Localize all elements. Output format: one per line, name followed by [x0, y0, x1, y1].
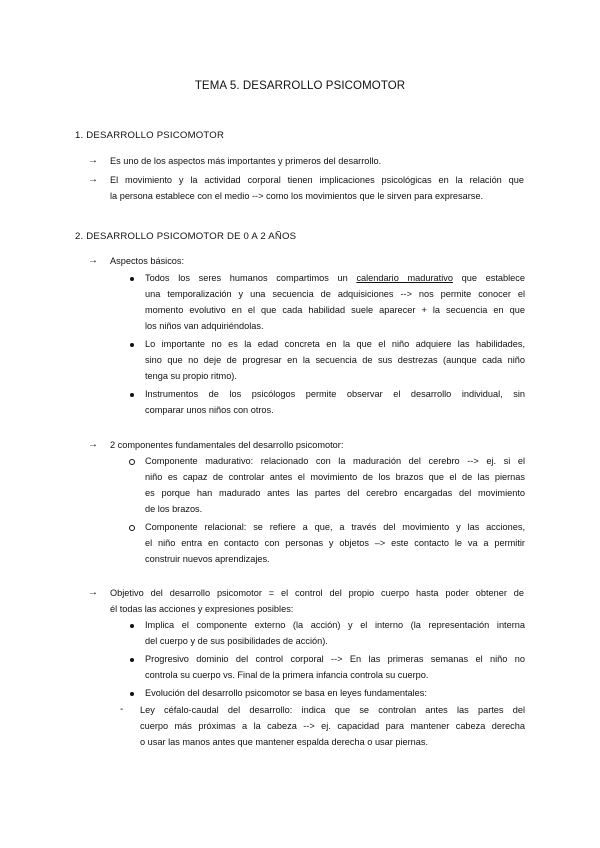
aspectos-bullet-1-line-2: una temporalización y una secuencia de adquisiciones --> nos permite conocer el	[145, 289, 525, 299]
arrow-icon: →	[88, 155, 98, 166]
ley-cefalo-caudal-line-1: Ley céfalo-caudal del desarrollo: indica que se controlan antes las partes del	[140, 705, 525, 715]
aspectos-bullet-1-line-1: Todos los seres humanos compartimos un calendario madurativo que establece	[145, 273, 525, 283]
bullet-icon	[130, 692, 134, 696]
arrow-icon: →	[88, 587, 98, 598]
aspectos-bullet-1-line-4: los niños van adquiriéndolas.	[145, 321, 264, 331]
arrow-icon: →	[88, 255, 98, 266]
objetivo-bullet-1-line-2: del cuerpo y de sus posibilidades de acción).	[145, 636, 328, 646]
circle-bullet-icon	[129, 459, 135, 465]
calendario-madurativo-term: calendario madurativo	[356, 273, 453, 283]
objetivo-bullet-2-line-1: Progresivo dominio del control corporal --> En las primeras semanas el niño no	[145, 654, 525, 664]
circle-bullet-icon	[129, 525, 135, 531]
bullet-icon	[130, 277, 134, 281]
objetivo-line-1: Objetivo del desarrollo psicomotor = el control del propio cuerpo hasta poder obtener de	[110, 588, 524, 598]
aspectos-bullet-1-line-3: momento evolutivo en el que cada habilidad suele aparecer + la secuencia en que	[145, 305, 525, 315]
componente-1-line-3: es porque han madurado antes las partes del cerebro encargadas del movimiento	[145, 488, 525, 498]
ley-cefalo-caudal-line-3: o usar las manos antes que mantener espalda derecha o usar piernas.	[140, 737, 429, 747]
section-1-item-1: Es uno de los aspectos más importantes y primeros del desarrollo.	[110, 156, 382, 166]
aspectos-bullet-2-line-1: Lo importante no es la edad concreta en la que el niño adquiere las habilidades,	[145, 339, 525, 349]
aspectos-bullet-3-line-1: Instrumentos de los psicólogos permite observar el desarrollo individual, sin	[145, 389, 525, 399]
componente-2-line-1: Componente relacional: se refiere a que, a través del movimiento y las acciones,	[145, 522, 525, 532]
section-1-heading: 1. DESARROLLO PSICOMOTOR	[75, 130, 225, 141]
objetivo-bullet-1-line-1: Implica el componente externo (la acción) y el interno (la representación interna	[145, 620, 525, 630]
aspectos-label: Aspectos básicos:	[110, 256, 185, 266]
arrow-icon: →	[88, 174, 98, 185]
ley-cefalo-caudal-line-2: cuerpo más próximas a la cabeza --> ej. capacidad para mantener cabeza derecha	[140, 721, 525, 731]
section-1-item-2-line-2: la persona establece con el medio --> como los movimientos que le sirven para expresarse.	[110, 191, 484, 201]
componentes-label: 2 componentes fundamentales del desarrollo psicomotor:	[110, 440, 344, 450]
objetivo-line-2: él todas las acciones y expresiones posibles:	[110, 604, 294, 614]
objetivo-bullet-2-line-2: controla su cuerpo vs. Final de la primera infancia controla su cuerpo.	[145, 670, 429, 680]
bullet-icon	[130, 658, 134, 662]
componente-1-line-1: Componente madurativo: relacionado con la maduración del cerebro --> ej. si el	[145, 456, 525, 466]
bullet-icon	[130, 343, 134, 347]
componente-2-line-2: el niño entra en contacto con personas y objetos –> este contacto le va a permitir	[145, 538, 525, 548]
aspectos-bullet-2-line-3: tenga su propio ritmo).	[145, 371, 237, 381]
aspectos-bullet-3-line-2: comparar unos niños con otros.	[145, 405, 274, 415]
componente-1-line-4: de los brazos.	[145, 504, 203, 514]
page-title: TEMA 5. DESARROLLO PSICOMOTOR	[194, 80, 406, 92]
aspectos-bullet-2-line-2: sino que no deje de progresar en la secuencia de sus destrezas (aunque cada niño	[145, 355, 525, 365]
section-1-item-2-line-1: El movimiento y la actividad corporal tienen implicaciones psicológicas en la relación que	[110, 175, 524, 185]
objetivo-bullet-3-line-1: Evolución del desarrollo psicomotor se basa en leyes fundamentales:	[145, 688, 427, 698]
componente-1-line-2: niño es capaz de controlar antes el movimiento de los brazos que el de las piernas	[145, 472, 525, 482]
bullet-icon	[130, 393, 134, 397]
arrow-icon: →	[88, 439, 98, 450]
componente-2-line-3: construir nuevos aprendizajes.	[145, 554, 270, 564]
bullet-icon	[130, 624, 134, 628]
dash-icon: -	[120, 704, 124, 715]
section-2-heading: 2. DESARROLLO PSICOMOTOR DE 0 A 2 AÑOS	[75, 231, 297, 242]
